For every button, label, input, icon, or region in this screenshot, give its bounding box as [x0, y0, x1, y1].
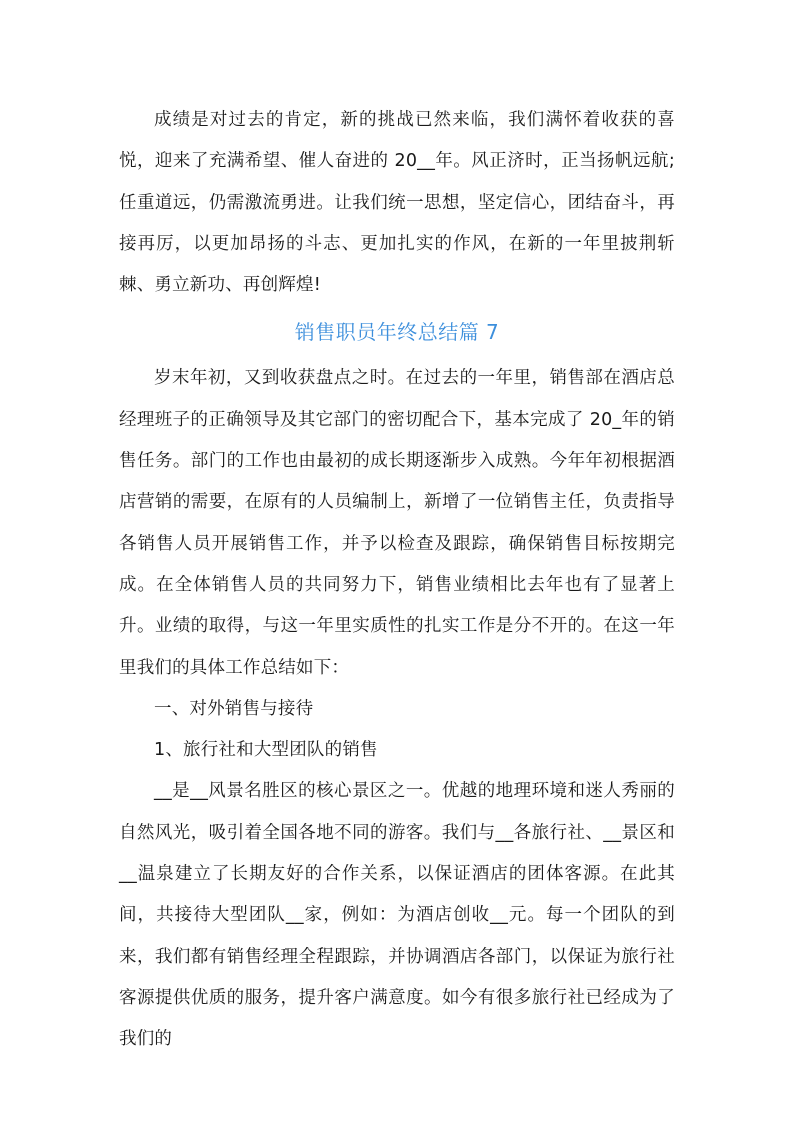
body-paragraph: 岁末年初，又到收获盘点之时。在过去的一年里，销售部在酒店总经理班子的正确领导及其它部门的密切配合下，基本完成了 20_年的销售任务。部门的工作也由最初的成长期逐渐步入成熟。今年年初根据酒店营销的需要，在原有的人员编制上，新增了一位销售主任，负责指导各销售人员开展销售工作，并予以检查及跟踪，确保销售目标按期完成。在全体销售人员的共同努力下，销售业绩相比去年也有了显著上升。业绩的取得，与这一年里实质性的扎实工作是分不开的。在这一年里我们的具体工作总结如下：	[119, 368, 675, 678]
intro-paragraph: 成绩是对过去的肯定，新的挑战已然来临，我们满怀着收获的喜悦，迎来了充满希望、催人奋进的 20__年。风正济时，正当扬帆远航;任重道远，仍需激流勇进。让我们统一思想，坚定信心，团结奋斗，再接再厉，以更加昂扬的斗志、更加扎实的作风，在新的一年里披荆斩棘、勇立新功、再创辉煌!	[119, 110, 675, 296]
subheading-travel-agency-sales: 1、旅行社和大型团队的销售	[154, 740, 378, 761]
document-body	[119, 100, 675, 1061]
section-title: 销售职员年终总结篇 7	[294, 320, 500, 345]
subheading-external-sales: 一、对外销售与接待	[154, 698, 314, 719]
body-paragraph: __是__风景名胜区的核心景区之一。优越的地理环境和迷人秀丽的自然风光，吸引着全国各地不同的游客。我们与__各旅行社、__景区和__温泉建立了长期友好的合作关系，以保证酒店的团体客源。在此其间，共接待大型团队__家，例如：为酒店创收__元。每一个团队的到来，我们都有销售经理全程跟踪，并协调酒店各部门，以保证为旅行社客源提供优质的服务，提升客户满意度。如今有很多旅行社已经成为了我们的	[119, 781, 675, 1050]
